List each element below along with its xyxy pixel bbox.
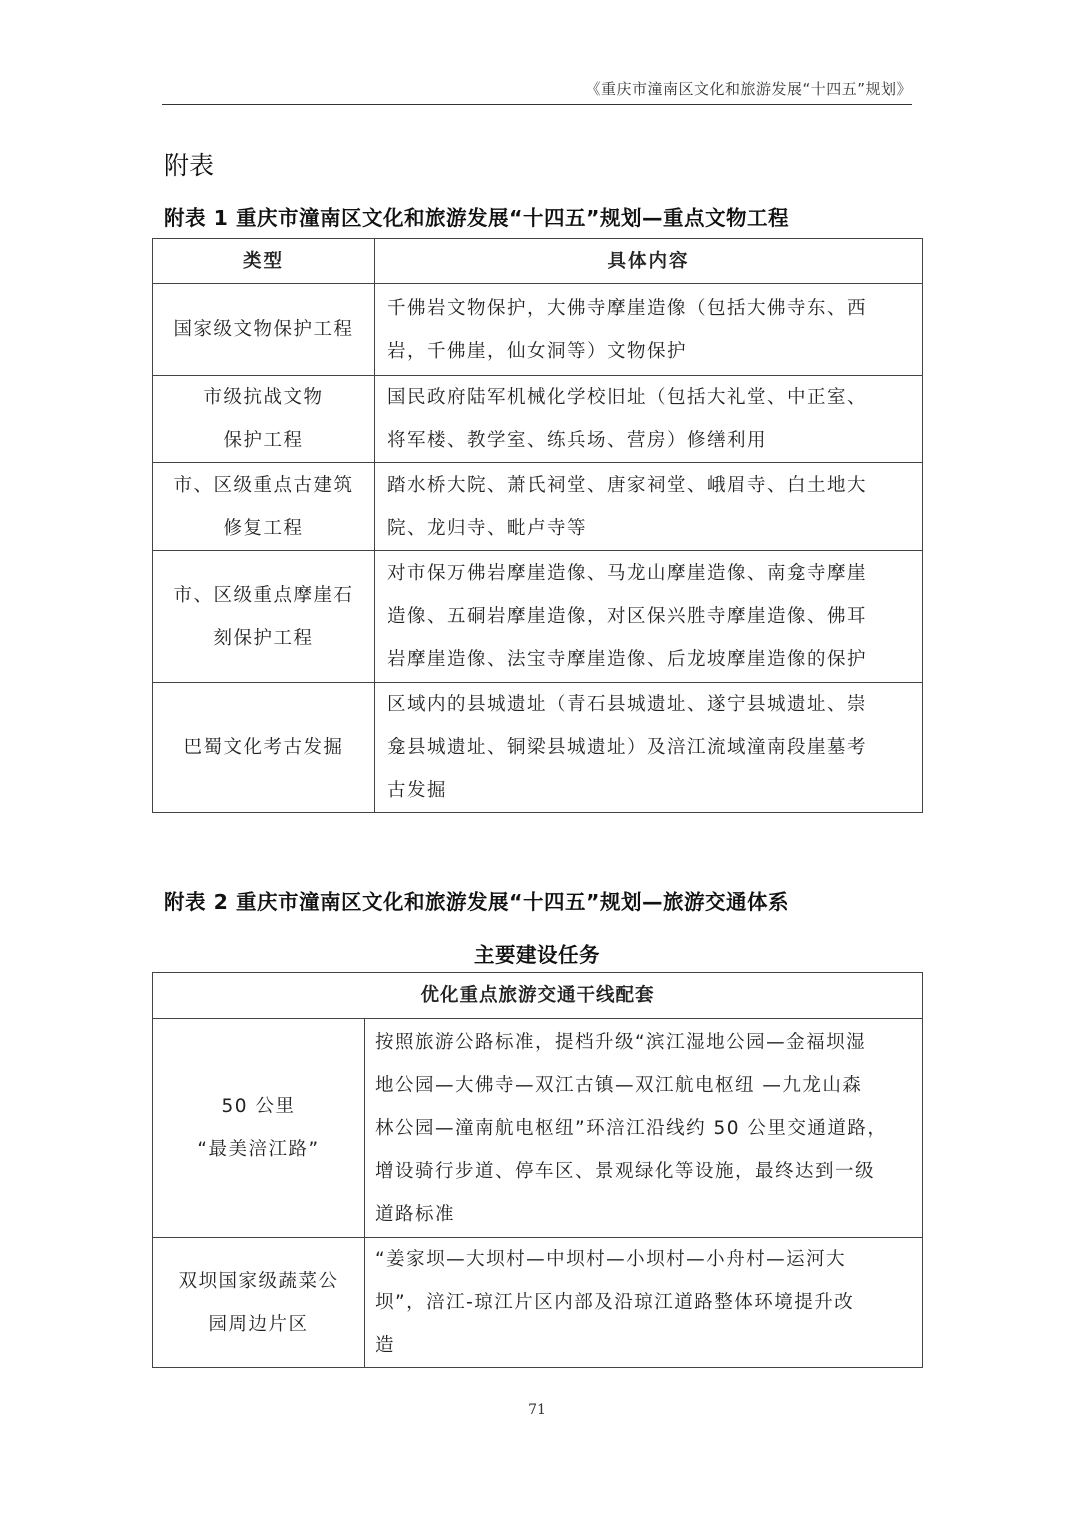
content-cell xyxy=(375,683,923,813)
content-line: 区域内的县城遗址（青石县城遗址、遂宁县城遗址、崇 xyxy=(387,694,868,715)
type-line: 巴蜀文化考古发掘 xyxy=(183,737,344,758)
table-row xyxy=(153,376,923,463)
content-line: 林公园—潼南航电枢纽”环涪江沿线约 50 公里交通道路， xyxy=(375,1117,888,1139)
table-row xyxy=(153,284,923,376)
type-cell xyxy=(153,1019,365,1238)
type-line: 市、区级重点摩崖石 xyxy=(173,584,354,606)
type-line: “最美涪江路” xyxy=(197,1139,320,1160)
type-line: 国家级文物保护工程 xyxy=(173,319,354,340)
content-line: 地公园—大佛寺—双江古镇—双江航电枢纽 —九龙山森 xyxy=(375,1074,863,1096)
type-line: 市、区级重点古建筑 xyxy=(173,474,354,496)
table1-header-content: 具体内容 xyxy=(375,239,923,284)
content-line: 龛县城遗址、铜梁县城遗址）及涪江流域潼南段崖墓考 xyxy=(387,737,868,758)
content-line: 道路标准 xyxy=(375,1203,456,1225)
type-line: 园周边片区 xyxy=(208,1313,309,1335)
table1-header-row xyxy=(153,239,923,284)
type-line: 市级抗战文物 xyxy=(203,387,324,408)
content-line: 按照旅游公路标准，提档升级“滨江湿地公园—金福坝湿 xyxy=(375,1031,867,1053)
content-line: 对市保万佛岩摩崖造像、马龙山摩崖造像、南龛寺摩崖 xyxy=(387,563,868,584)
type-cell xyxy=(153,376,375,463)
table2-caption-line2: 主要建设任务 xyxy=(474,943,600,967)
content-cell xyxy=(365,1019,923,1238)
table-row xyxy=(153,551,923,683)
table1 xyxy=(152,238,923,813)
content-line: 造 xyxy=(375,1335,396,1356)
content-line: 千佛岩文物保护，大佛寺摩崖造像（包括大佛寺东、西 xyxy=(387,297,868,319)
table-row xyxy=(153,1238,923,1368)
content-cell xyxy=(375,551,923,683)
content-line: 增设骑行步道、停车区、景观绿化等设施，最终达到一级 xyxy=(375,1160,876,1182)
type-cell xyxy=(153,284,375,376)
table2-header: 优化重点旅游交通干线配套 xyxy=(153,973,923,1019)
content-line: 院、龙归寺、毗卢寺等 xyxy=(387,517,588,539)
type-line: 50 公里 xyxy=(221,1096,296,1117)
content-cell xyxy=(375,376,923,463)
table2-body xyxy=(153,1019,923,1368)
content-line: 坝”，涪江-琼江片区内部及沿琼江道路整体环境提升改 xyxy=(375,1292,855,1313)
content-cell xyxy=(375,284,923,376)
content-line: 岩摩崖造像、法宝寺摩崖造像、后龙坡摩崖造像的保护 xyxy=(387,649,868,670)
type-cell xyxy=(153,1238,365,1368)
content-cell xyxy=(365,1238,923,1368)
table2-header-row xyxy=(153,973,923,1019)
content-line: 古发掘 xyxy=(387,780,448,801)
table1-caption: 附表 1 重庆市潼南区文化和旅游发展“十四五”规划—重点文物工程 xyxy=(164,206,789,230)
table2-caption-line1: 附表 2 重庆市潼南区文化和旅游发展“十四五”规划—旅游交通体系 xyxy=(164,890,789,914)
table-row xyxy=(153,463,923,551)
type-cell xyxy=(153,551,375,683)
running-header: 《重庆市潼南区文化和旅游发展“十四五”规划》 xyxy=(162,78,912,105)
type-line: 刻保护工程 xyxy=(213,627,314,649)
content-line: 岩，千佛崖，仙女洞等）文物保护 xyxy=(387,340,688,362)
content-line: 国民政府陆军机械化学校旧址（包括大礼堂、中正室、 xyxy=(387,387,868,408)
type-line: 修复工程 xyxy=(223,517,304,539)
table-row xyxy=(153,1019,923,1238)
table1-header-type: 类型 xyxy=(153,239,375,284)
type-line: 保护工程 xyxy=(223,430,304,451)
content-line: 将军楼、教学室、练兵场、营房）修缮利用 xyxy=(387,430,768,451)
section-title: 附表 xyxy=(164,151,215,180)
type-cell xyxy=(153,463,375,551)
type-line: 双坝国家级蔬菜公 xyxy=(178,1270,339,1292)
page-number: 71 xyxy=(528,1402,546,1418)
content-line: “姜家坝—大坝村—中坝村—小坝村—小舟村—运河大 xyxy=(375,1249,847,1270)
table2 xyxy=(152,972,923,1368)
content-cell xyxy=(375,463,923,551)
content-line: 踏水桥大院、萧氏祠堂、唐家祠堂、峨眉寺、白土地大 xyxy=(387,474,868,496)
table-row xyxy=(153,683,923,813)
table1-body xyxy=(153,284,923,813)
type-cell xyxy=(153,683,375,813)
content-line: 造像、五硐岩摩崖造像，对区保兴胜寺摩崖造像、佛耳 xyxy=(387,606,868,627)
